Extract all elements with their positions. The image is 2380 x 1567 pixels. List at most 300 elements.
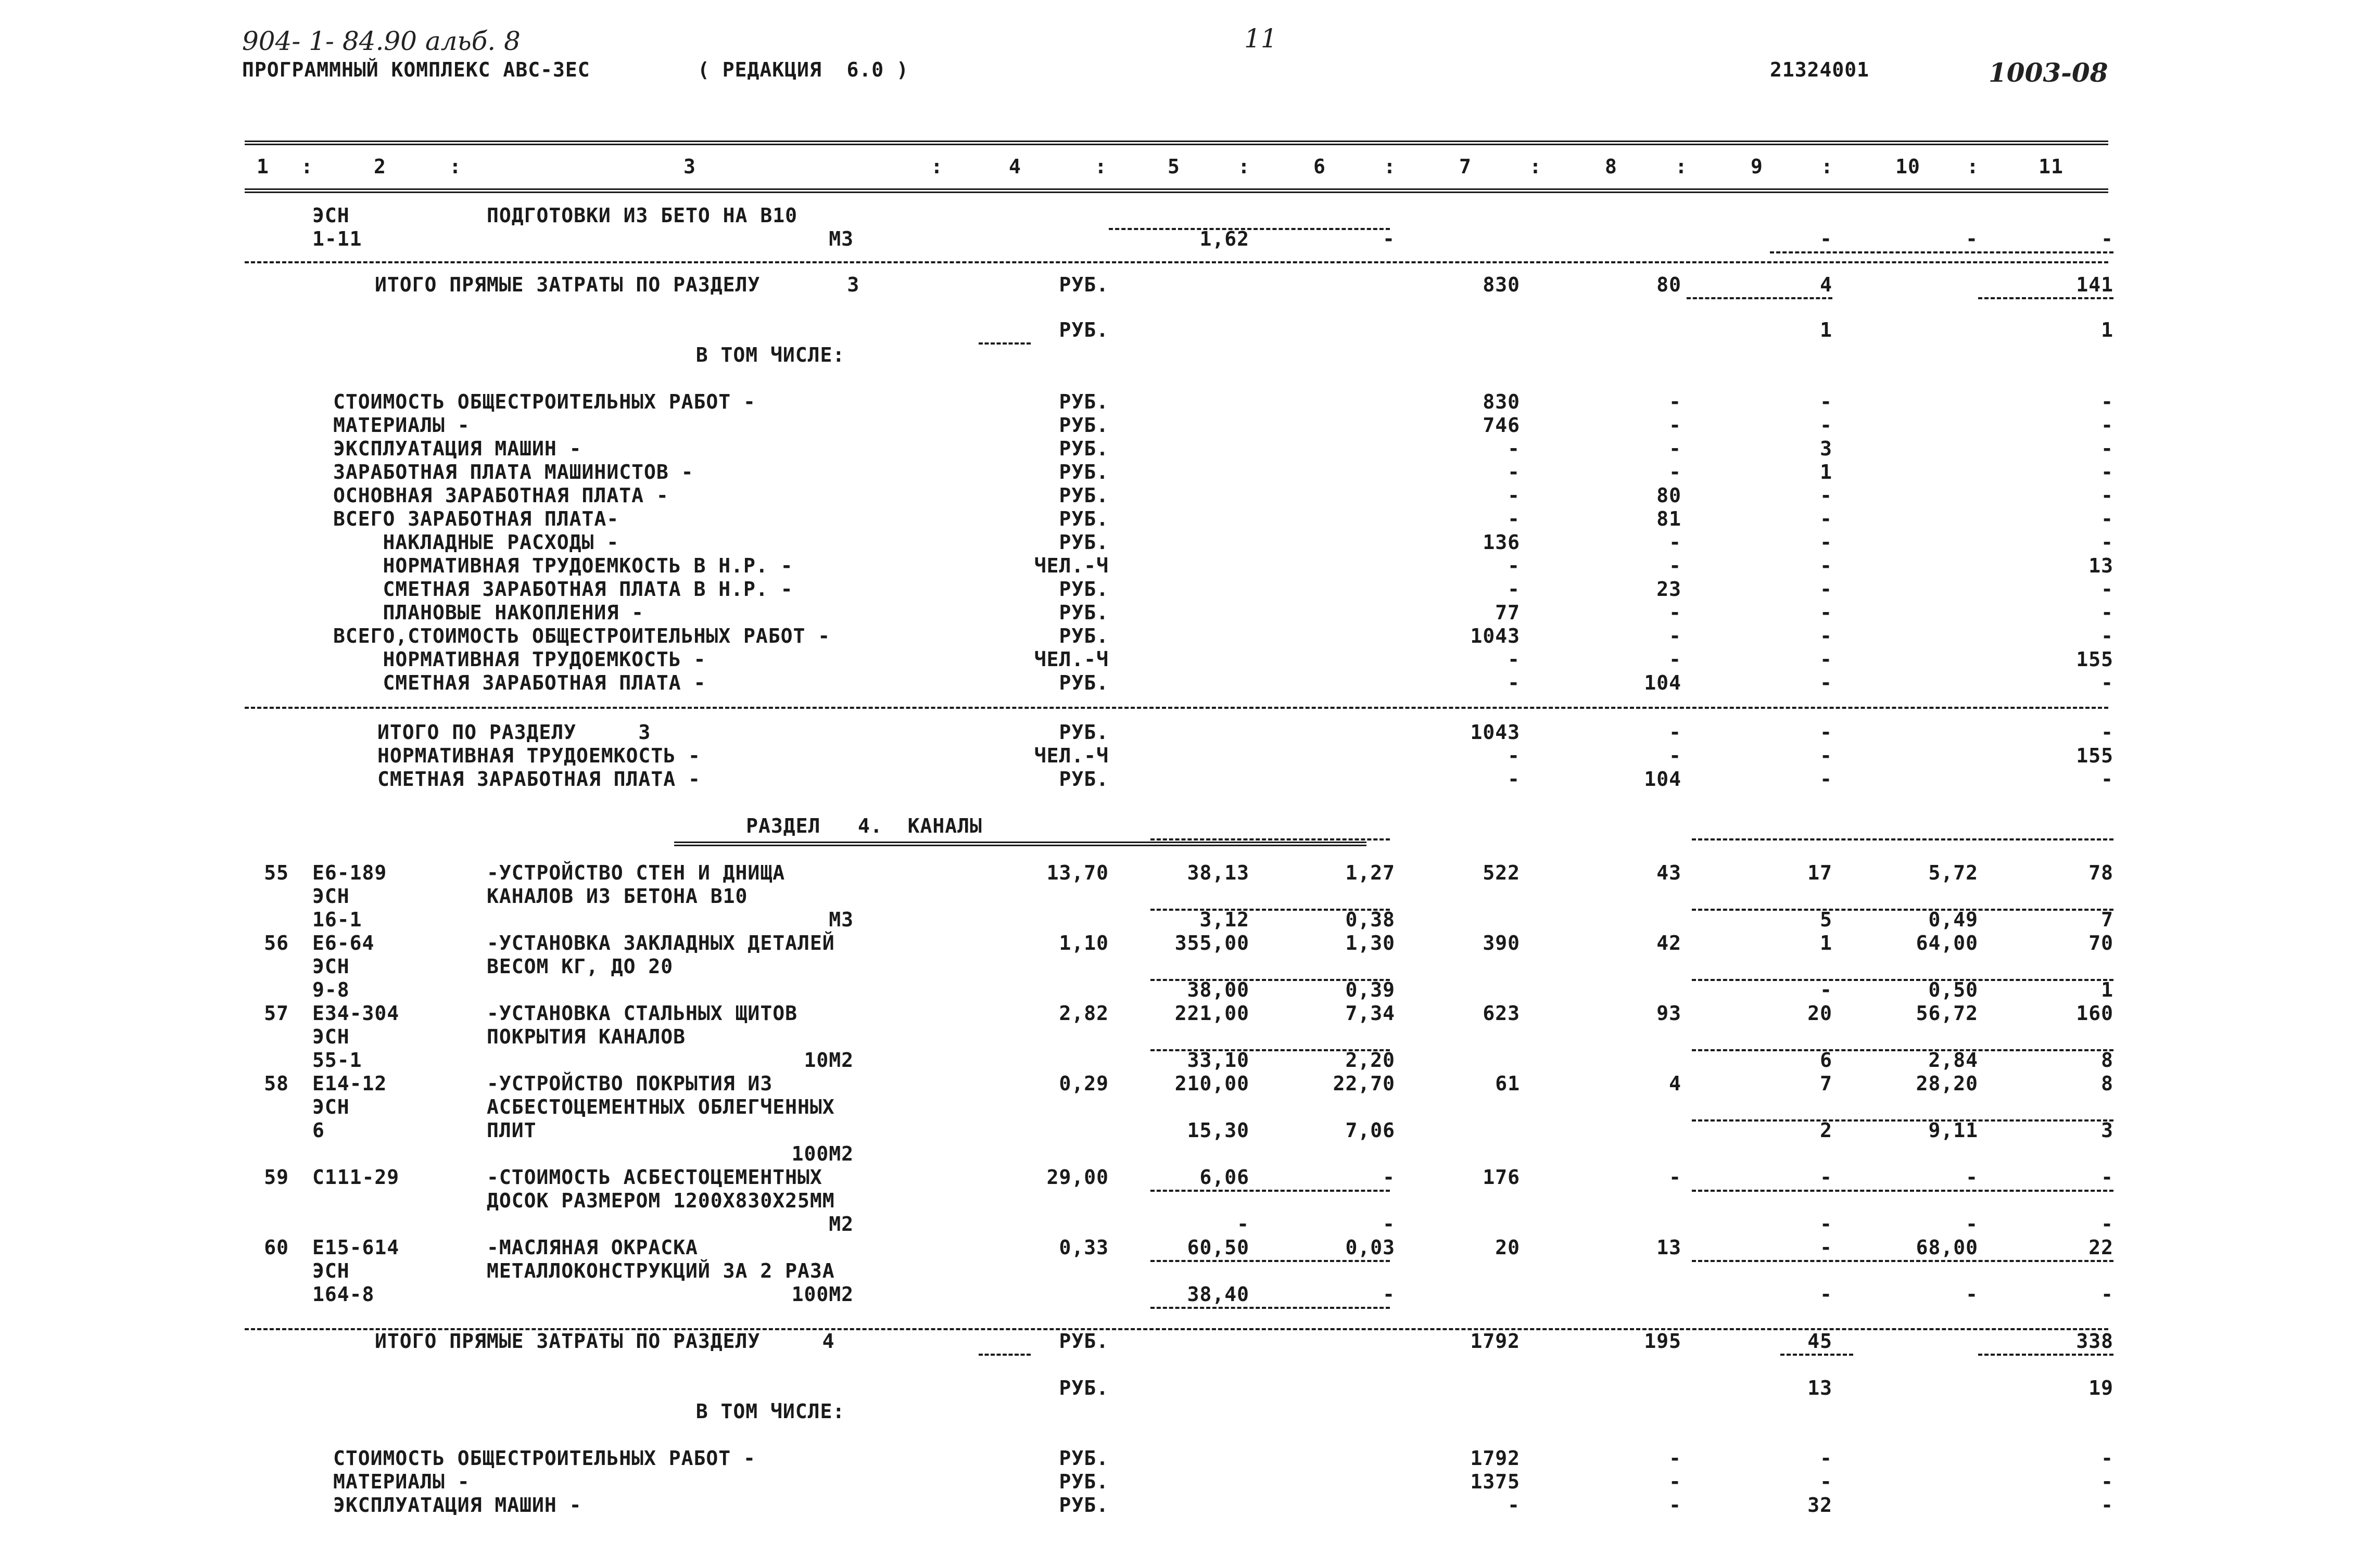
cell-c6: -: [1383, 1213, 1395, 1235]
row-label: МАТЕРИАЛЫ -: [333, 414, 470, 437]
row-label: СМЕТНАЯ ЗАРАБОТНАЯ ПЛАТА -: [333, 671, 706, 694]
row-label: ЭКСПЛУАТАЦИЯ МАШИН -: [333, 1494, 582, 1517]
cell-c11: 1: [2101, 319, 2113, 341]
cell-c8: -: [1669, 648, 1681, 671]
cell-c4: РУБ.: [1059, 531, 1109, 554]
cell-c7: -: [1508, 484, 1520, 507]
cell-underline: [1150, 1190, 1390, 1192]
cell-c3: -УСТРОЙСТВО ПОКРЫТИЯ ИЗ: [487, 1072, 773, 1095]
cell-c8: -: [1669, 461, 1681, 483]
cell-c11: 155: [2076, 648, 2113, 671]
cell-c9: -: [1820, 671, 1832, 694]
column-header-6: 6: [1313, 155, 1326, 178]
cell-underline: [1150, 1260, 1390, 1262]
cell-c8: -: [1669, 554, 1681, 577]
cell-c11: 8: [2101, 1072, 2113, 1095]
cell-underline: [979, 1354, 1031, 1356]
cell-c6: 0,39: [1345, 978, 1395, 1001]
edition-label: ( РЕДАКЦИЯ 6.0 ): [698, 58, 909, 81]
cell-c9: 1: [1820, 461, 1832, 483]
cell-c9: -: [1820, 227, 1832, 250]
cell-c9: 1: [1820, 932, 1832, 954]
cell-c6: 7,34: [1345, 1002, 1395, 1025]
cell-c10: 64,00: [1916, 932, 1978, 954]
cell-c7: 390: [1483, 932, 1520, 954]
cell-c11: -: [2101, 461, 2113, 483]
cell-c11: -: [2101, 414, 2113, 437]
cell-c2: 55-1: [312, 1049, 362, 1072]
cell-c4: РУБ.: [1059, 578, 1109, 601]
column-separator: :: [449, 155, 462, 178]
cell-c11: -: [2101, 601, 2113, 624]
cell-c8: 23: [1656, 578, 1681, 601]
row-label: МАТЕРИАЛЫ -: [333, 1470, 470, 1493]
cell-c9: -: [1820, 578, 1832, 601]
cell-c11: -: [2101, 507, 2113, 530]
cell-c11: 160: [2076, 1002, 2113, 1025]
cell-c7: -: [1508, 554, 1520, 577]
cell-c4: 0,29: [1059, 1072, 1109, 1095]
cell-c8: 80: [1656, 484, 1681, 507]
column-header-4: 4: [1009, 155, 1021, 178]
column-separator: :: [1967, 155, 1979, 178]
cell-c5: 60,50: [1187, 1236, 1249, 1259]
cell-c10: -: [1966, 1213, 1978, 1235]
cell-c4: РУБ.: [1059, 484, 1109, 507]
cell-c9: -: [1820, 531, 1832, 554]
cell-c3: ПЛИТ: [487, 1119, 537, 1142]
cell-c1: 55: [264, 861, 289, 884]
cell-c11: 1: [2101, 978, 2113, 1001]
cell-c10: 0,50: [1928, 978, 1978, 1001]
cell-c3: -СТОИМОСТЬ АСБЕСТОЦЕМЕНТНЫХ: [487, 1166, 822, 1189]
cell-c11: -: [2101, 437, 2113, 460]
cell-c5: 38,00: [1187, 978, 1249, 1001]
subheading-including: В ТОМ ЧИСЛЕ:: [695, 1400, 845, 1423]
cell-c9: -: [1820, 1470, 1832, 1493]
cell-c4: РУБ.: [1059, 625, 1109, 647]
cell-c7: -: [1508, 671, 1520, 694]
cell-c7: 1792: [1470, 1447, 1520, 1470]
cell-c7: -: [1508, 437, 1520, 460]
cell-underline: [1150, 1049, 1390, 1051]
cell-c8: -: [1669, 1494, 1681, 1517]
cell-c7: 61: [1495, 1072, 1520, 1095]
cell-c8: 80: [1656, 273, 1681, 296]
cell-c3: ВЕСОМ КГ, ДО 20: [487, 955, 674, 978]
column-header-3: 3: [683, 155, 696, 178]
cell-c8: 43: [1656, 861, 1681, 884]
cell-underline: [1150, 979, 1390, 981]
cell-c7: -: [1508, 1494, 1520, 1517]
cell-c1: 56: [264, 932, 289, 954]
cell-c6: -: [1383, 1283, 1395, 1306]
table-top-rule: [245, 141, 2108, 145]
cell-c4: РУБ.: [1059, 1377, 1109, 1399]
column-header-8: 8: [1605, 155, 1617, 178]
section-underline: [674, 842, 1366, 846]
cell-c5: 15,30: [1187, 1119, 1249, 1142]
cell-c10: 5,72: [1928, 861, 1978, 884]
cell-c3: ПОКРЫТИЯ КАНАЛОВ: [487, 1025, 686, 1048]
cell-c11: 155: [2076, 744, 2113, 767]
cell-c8: -: [1669, 744, 1681, 767]
cell-c2: Е6-64: [312, 932, 375, 954]
cell-c6: 1,27: [1345, 861, 1395, 884]
cell-c7: 1043: [1470, 625, 1520, 647]
row-label: ВСЕГО,СТОИМОСТЬ ОБЩЕСТРОИТЕЛЬНЫХ РАБОТ -: [333, 625, 831, 647]
cell-c4: 13,70: [1046, 861, 1109, 884]
cell-c4: РУБ.: [1059, 461, 1109, 483]
cell-c10: 68,00: [1916, 1236, 1978, 1259]
cell-c2: ЭСН: [312, 204, 350, 227]
cell-c11: 3: [2101, 1119, 2113, 1142]
cell-c11: 7: [2101, 908, 2113, 931]
cell-c7: -: [1508, 578, 1520, 601]
cell-c11: -: [2101, 1470, 2113, 1493]
row-label: ОСНОВНАЯ ЗАРАБОТНАЯ ПЛАТА -: [333, 484, 669, 507]
cell-c2: С111-29: [312, 1166, 400, 1189]
cell-c9: -: [1820, 554, 1832, 577]
cell-c11: -: [2101, 484, 2113, 507]
cell-c10: -: [1966, 227, 1978, 250]
cell-c3: АСБЕСТОЦЕМЕНТНЫХ ОБЛЕГЧЕННЫХ: [487, 1095, 835, 1118]
row-label: ИТОГО ПРЯМЫЕ ЗАТРАТЫ ПО РАЗДЕЛУ 3: [375, 273, 860, 296]
cell-c7: 1375: [1470, 1470, 1520, 1493]
cell-c7: 522: [1483, 861, 1520, 884]
cell-c4: РУБ.: [1059, 437, 1109, 460]
cell-c2: 1-11: [312, 227, 362, 250]
cell-c9: -: [1820, 744, 1832, 767]
cell-c5: 38,40: [1187, 1283, 1249, 1306]
cell-c9: -: [1820, 1213, 1832, 1235]
cell-c6: 1,30: [1345, 932, 1395, 954]
cell-c10: 56,72: [1916, 1002, 1978, 1025]
cell-c6: -: [1383, 1166, 1395, 1189]
cell-underline: [1109, 228, 1390, 230]
cell-c3: -УСТРОЙСТВО СТЕН И ДНИЩА: [487, 861, 786, 884]
cell-c5: 210,00: [1174, 1072, 1249, 1095]
cell-c4: РУБ.: [1059, 1470, 1109, 1493]
cell-c11: -: [2101, 721, 2113, 744]
cell-c9: -: [1820, 768, 1832, 791]
cell-c7: -: [1508, 768, 1520, 791]
cell-c11: 78: [2088, 861, 2113, 884]
cell-c9: -: [1820, 721, 1832, 744]
cell-c4: РУБ.: [1059, 507, 1109, 530]
cell-c2: ЭСН: [312, 1025, 350, 1048]
cell-c9: -: [1820, 507, 1832, 530]
handwritten-reference: 904- 1- 84.90 альб. 8: [242, 26, 521, 56]
document-code: 21324001: [1770, 58, 1870, 81]
cell-c9: -: [1820, 625, 1832, 647]
rule-before-sub3: [245, 707, 2108, 709]
cell-underline: [1150, 909, 1390, 911]
cell-c9: 32: [1807, 1494, 1832, 1517]
row-label: ИТОГО ПРЯМЫЕ ЗАТРАТЫ ПО РАЗДЕЛУ 4: [375, 1330, 835, 1353]
column-header-2: 2: [374, 155, 386, 178]
cell-c2: ЭСН: [312, 1095, 350, 1118]
column-separator: :: [931, 155, 943, 178]
cell-c5: 38,13: [1187, 861, 1249, 884]
cell-c7: 830: [1483, 273, 1520, 296]
cell-underline: [1780, 1354, 1853, 1356]
cell-c1: 58: [264, 1072, 289, 1095]
cell-c9: -: [1820, 390, 1832, 413]
cell-underline: [1150, 838, 1390, 840]
cell-c2: ЭСН: [312, 955, 350, 978]
cell-c9: 1: [1820, 319, 1832, 341]
cell-c9: 4: [1820, 273, 1832, 296]
cell-c7: -: [1508, 461, 1520, 483]
cell-c4: РУБ.: [1059, 414, 1109, 437]
cell-c4: РУБ.: [1059, 273, 1109, 296]
cell-c1: 57: [264, 1002, 289, 1025]
cell-c8: 104: [1644, 768, 1681, 791]
cell-c3u: М2: [829, 1213, 854, 1235]
cell-c3: ДОСОК РАЗМЕРОМ 1200Х830Х25ММ: [487, 1189, 835, 1212]
cell-c2: Е14-12: [312, 1072, 387, 1095]
cell-c5: 355,00: [1174, 932, 1249, 954]
cell-c9: -: [1820, 978, 1832, 1001]
row-label: СТОИМОСТЬ ОБЩЕСТРОИТЕЛЬНЫХ РАБОТ -: [333, 1447, 756, 1470]
cell-c8: 4: [1669, 1072, 1681, 1095]
cell-c11: -: [2101, 227, 2113, 250]
cell-c8: 13: [1656, 1236, 1681, 1259]
cell-c2: Е6-189: [312, 861, 387, 884]
header-bottom-rule: [245, 188, 2108, 193]
cell-c5: 33,10: [1187, 1049, 1249, 1072]
row-label: СМЕТНАЯ ЗАРАБОТНАЯ ПЛАТА -: [377, 768, 701, 791]
cell-c8: 93: [1656, 1002, 1681, 1025]
cell-c2: 16-1: [312, 908, 362, 931]
cell-c5: -: [1237, 1213, 1249, 1235]
cell-c11: -: [2101, 1283, 2113, 1306]
cell-c11: -: [2101, 578, 2113, 601]
row-label: ЭКСПЛУАТАЦИЯ МАШИН -: [333, 437, 582, 460]
cell-c9: 5: [1820, 908, 1832, 931]
cell-c4: РУБ.: [1059, 768, 1109, 791]
cell-c4: 1,10: [1059, 932, 1109, 954]
cell-c11: -: [2101, 1166, 2113, 1189]
cell-c11: 13: [2088, 554, 2113, 577]
cell-c3u: М3: [829, 908, 854, 931]
cell-c10: 28,20: [1916, 1072, 1978, 1095]
cell-c10: 9,11: [1928, 1119, 1978, 1142]
cell-c11: -: [2101, 531, 2113, 554]
cell-c11: -: [2101, 390, 2113, 413]
cell-underline: [1692, 1119, 2113, 1122]
column-separator: :: [301, 155, 313, 178]
row-label: ВСЕГО ЗАРАБОТНАЯ ПЛАТА-: [333, 507, 619, 530]
handwritten-stamp: 1003-08: [1989, 57, 2108, 88]
cell-underline: [1692, 1049, 2113, 1051]
cell-c11: 8: [2101, 1049, 2113, 1072]
column-separator: :: [1095, 155, 1107, 178]
cell-c6: 7,06: [1345, 1119, 1395, 1142]
column-separator: :: [1529, 155, 1542, 178]
cell-c9: -: [1820, 414, 1832, 437]
cell-c4: РУБ.: [1059, 1447, 1109, 1470]
rule-after-sub4: [245, 1328, 2108, 1330]
cell-c4: 29,00: [1046, 1166, 1109, 1189]
cell-c2: Е15-614: [312, 1236, 400, 1259]
cell-c6: 2,20: [1345, 1049, 1395, 1072]
cell-c2: ЭСН: [312, 1259, 350, 1282]
cell-c4: ЧЕЛ.-Ч: [1034, 744, 1109, 767]
cell-c4: РУБ.: [1059, 601, 1109, 624]
row-label: НОРМАТИВНАЯ ТРУДОЕМКОСТЬ -: [333, 648, 706, 671]
cell-c9: 45: [1807, 1330, 1832, 1353]
cell-underline: [1692, 1260, 2113, 1262]
cell-c8: -: [1669, 625, 1681, 647]
rule-after-row-1: [245, 261, 2108, 263]
cell-c4: РУБ.: [1059, 1330, 1109, 1353]
cell-c9: -: [1820, 1236, 1832, 1259]
cell-c11: 70: [2088, 932, 2113, 954]
column-separator: :: [1238, 155, 1250, 178]
cell-c7: 623: [1483, 1002, 1520, 1025]
cell-c6: 0,03: [1345, 1236, 1395, 1259]
handwritten-page-number: 11: [1244, 23, 1277, 54]
cell-c4: РУБ.: [1059, 1494, 1109, 1517]
cell-underline: [1692, 909, 2113, 911]
cell-c9: 17: [1807, 861, 1832, 884]
cell-c7: 746: [1483, 414, 1520, 437]
cell-c11: 19: [2088, 1377, 2113, 1399]
cell-c9: -: [1820, 601, 1832, 624]
cell-c3: -УСТАНОВКА ЗАКЛАДНЫХ ДЕТАЛЕЙ: [487, 932, 835, 954]
cell-underline: [979, 342, 1031, 345]
program-title: ПРОГРАММНЫЙ КОМПЛЕКС АВС-3ЕС: [242, 58, 590, 81]
cell-c10: -: [1966, 1166, 1978, 1189]
cell-underline: [1692, 1190, 2113, 1192]
cell-c6: 0,38: [1345, 908, 1395, 931]
cell-c7: 20: [1495, 1236, 1520, 1259]
cell-c9: 7: [1820, 1072, 1832, 1095]
cell-underline: [1692, 838, 2113, 840]
cell-c7: -: [1508, 648, 1520, 671]
cell-c11: -: [2101, 1213, 2113, 1235]
cell-c3: ПОДГОТОВКИ ИЗ БЕТО НА В10: [487, 204, 797, 227]
row-label: НАКЛАДНЫЕ РАСХОДЫ -: [333, 531, 619, 554]
row-label: НОРМАТИВНАЯ ТРУДОЕМКОСТЬ В Н.Р. -: [333, 554, 793, 577]
cell-underline: [1770, 251, 2113, 253]
cell-c11: -: [2101, 1494, 2113, 1517]
cell-c9: 20: [1807, 1002, 1832, 1025]
cell-c2: 6: [312, 1119, 325, 1142]
cell-c3: -МАСЛЯНАЯ ОКРАСКА: [487, 1236, 698, 1259]
cell-c3u: 100М2: [791, 1142, 854, 1165]
column-separator: :: [1675, 155, 1688, 178]
cell-underline: [1150, 1307, 1390, 1309]
cell-c9: -: [1820, 1447, 1832, 1470]
cell-c8: -: [1669, 531, 1681, 554]
cell-c8: 104: [1644, 671, 1681, 694]
cell-c5: 221,00: [1174, 1002, 1249, 1025]
cell-c7: -: [1508, 744, 1520, 767]
cell-c8: -: [1669, 414, 1681, 437]
row-label: ЗАРАБОТНАЯ ПЛАТА МАШИНИСТОВ -: [333, 461, 694, 483]
row-label: СМЕТНАЯ ЗАРАБОТНАЯ ПЛАТА В Н.Р. -: [333, 578, 793, 601]
cell-c9: -: [1820, 1166, 1832, 1189]
cell-c8: -: [1669, 437, 1681, 460]
cell-c4: РУБ.: [1059, 390, 1109, 413]
cell-c11: -: [2101, 625, 2113, 647]
column-header-10: 10: [1895, 155, 1920, 178]
column-header-11: 11: [2039, 155, 2063, 178]
column-header-9: 9: [1751, 155, 1763, 178]
cell-c3u: 10М2: [804, 1049, 854, 1072]
cell-c11: -: [2101, 1447, 2113, 1470]
cell-c2: 9-8: [312, 978, 350, 1001]
cell-c5: 3,12: [1199, 908, 1249, 931]
row-label: НОРМАТИВНАЯ ТРУДОЕМКОСТЬ -: [377, 744, 701, 767]
cell-underline: [1978, 1354, 2113, 1356]
cell-c7: -: [1508, 507, 1520, 530]
cell-c7: 136: [1483, 531, 1520, 554]
cell-c4: ЧЕЛ.-Ч: [1034, 648, 1109, 671]
cell-c11: 22: [2088, 1236, 2113, 1259]
cell-c8: 195: [1644, 1330, 1681, 1353]
cell-underline: [1978, 297, 2113, 299]
cell-c4: 2,82: [1059, 1002, 1109, 1025]
cell-c7: 176: [1483, 1166, 1520, 1189]
cell-c6: -: [1383, 227, 1395, 250]
cell-c4: РУБ.: [1059, 319, 1109, 341]
cell-c8: -: [1669, 601, 1681, 624]
cell-c8: -: [1669, 1447, 1681, 1470]
cell-c8: -: [1669, 721, 1681, 744]
cell-c7: 77: [1495, 601, 1520, 624]
cell-c7: 1792: [1470, 1330, 1520, 1353]
column-header-1: 1: [257, 155, 269, 178]
cell-c8: 81: [1656, 507, 1681, 530]
row-label: ИТОГО ПО РАЗДЕЛУ 3: [377, 721, 651, 744]
cell-c9: -: [1820, 484, 1832, 507]
cell-c11: -: [2101, 768, 2113, 791]
cell-c2: ЭСН: [312, 885, 350, 908]
cell-c9: -: [1820, 1283, 1832, 1306]
cell-c11: 338: [2076, 1330, 2113, 1353]
row-label: СТОИМОСТЬ ОБЩЕСТРОИТЕЛЬНЫХ РАБОТ -: [333, 390, 756, 413]
cell-c3: -УСТАНОВКА СТАЛЬНЫХ ЩИТОВ: [487, 1002, 797, 1025]
cell-c3u: М3: [829, 227, 854, 250]
cell-c2: Е34-304: [312, 1002, 400, 1025]
cell-c9: 13: [1807, 1377, 1832, 1399]
cell-c9: 3: [1820, 437, 1832, 460]
cell-c9: -: [1820, 648, 1832, 671]
cell-c8: -: [1669, 390, 1681, 413]
cell-c3: КАНАЛОВ ИЗ БЕТОНА В10: [487, 885, 748, 908]
column-header-7: 7: [1459, 155, 1472, 178]
cell-c3u: 100М2: [791, 1283, 854, 1306]
cell-c11: -: [2101, 671, 2113, 694]
cell-c8: 42: [1656, 932, 1681, 954]
cell-c7: 830: [1483, 390, 1520, 413]
cell-c10: -: [1966, 1283, 1978, 1306]
cell-c4: ЧЕЛ.-Ч: [1034, 554, 1109, 577]
cell-c1: 60: [264, 1236, 289, 1259]
cell-underline: [1692, 979, 2113, 981]
cell-c3: МЕТАЛЛОКОНСТРУКЦИЙ ЗА 2 РАЗА: [487, 1259, 835, 1282]
cell-c4: 0,33: [1059, 1236, 1109, 1259]
subheading-including: В ТОМ ЧИСЛЕ:: [695, 343, 845, 366]
cell-c9: 6: [1820, 1049, 1832, 1072]
cell-c8: -: [1669, 1166, 1681, 1189]
cell-c11: 141: [2076, 273, 2113, 296]
section-heading: РАЗДЕЛ 4. КАНАЛЫ: [746, 814, 982, 837]
